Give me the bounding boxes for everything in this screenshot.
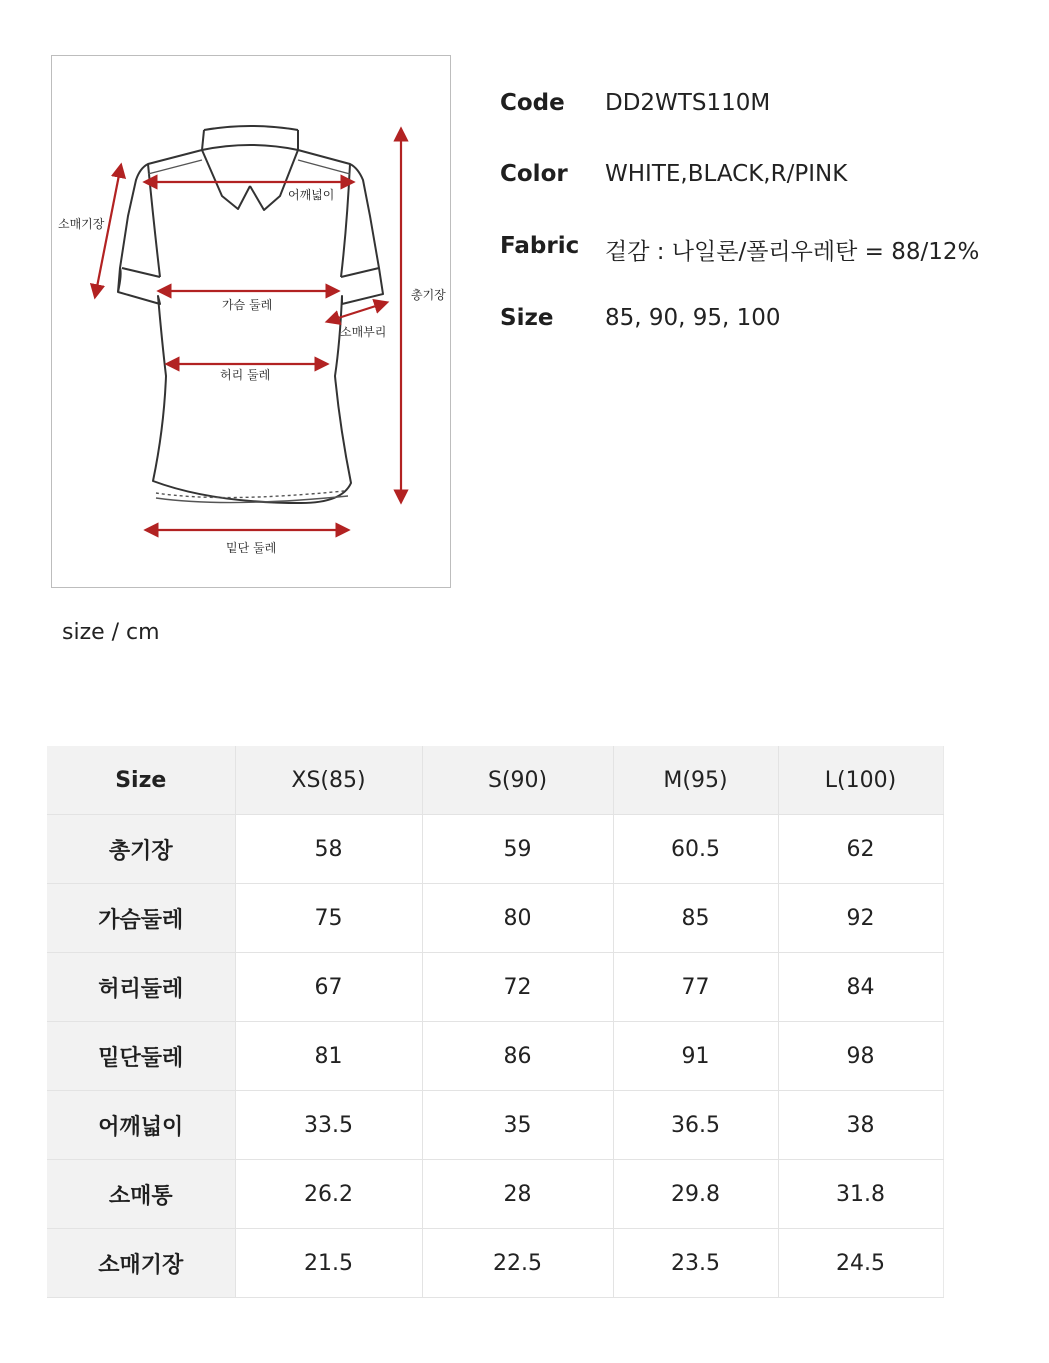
table-row bbox=[47, 953, 943, 1022]
table-cell: 80 bbox=[422, 884, 613, 953]
row-label: 소매기장 bbox=[47, 1229, 235, 1298]
table-cell: 85 bbox=[613, 884, 778, 953]
sleeve-length-label: 소매기장 bbox=[58, 217, 105, 231]
table-cell: 28 bbox=[422, 1160, 613, 1229]
table-cell: 31.8 bbox=[778, 1160, 943, 1229]
stitch-lines bbox=[148, 160, 350, 503]
measurement-diagram bbox=[51, 55, 451, 588]
hem-label: 밑단 둘레 bbox=[226, 541, 277, 555]
size-table bbox=[47, 746, 944, 1298]
header-cell: L(100) bbox=[778, 746, 943, 815]
table-cell: 36.5 bbox=[613, 1091, 778, 1160]
table-cell: 86 bbox=[422, 1022, 613, 1091]
chest-label: 가슴 둘레 bbox=[222, 298, 273, 312]
spec-value: DD2WTS110M bbox=[605, 90, 771, 116]
waist-label: 허리 둘레 bbox=[220, 368, 271, 382]
header-cell: XS(85) bbox=[235, 746, 422, 815]
total-length-label: 총기장 bbox=[411, 288, 446, 302]
table-header-row bbox=[47, 746, 943, 815]
spec-key: Fabric bbox=[500, 233, 580, 259]
sleeve-length-arrow bbox=[96, 170, 120, 292]
table-cell: 26.2 bbox=[235, 1160, 422, 1229]
table-cell: 75 bbox=[235, 884, 422, 953]
table-cell: 58 bbox=[235, 815, 422, 884]
table-row bbox=[47, 1160, 943, 1229]
table-cell: 21.5 bbox=[235, 1229, 422, 1298]
table-cell: 22.5 bbox=[422, 1229, 613, 1298]
header-cell: Size bbox=[47, 746, 235, 815]
table-cell: 84 bbox=[778, 953, 943, 1022]
table-row bbox=[47, 815, 943, 884]
table-cell: 24.5 bbox=[778, 1229, 943, 1298]
row-label: 소매통 bbox=[47, 1160, 235, 1229]
row-label: 허리둘레 bbox=[47, 953, 235, 1022]
table-cell: 92 bbox=[778, 884, 943, 953]
row-label: 어깨넓이 bbox=[47, 1091, 235, 1160]
shoulder-label: 어깨넓이 bbox=[288, 188, 335, 202]
garment-illustration bbox=[52, 56, 452, 589]
table-cell: 77 bbox=[613, 953, 778, 1022]
table-cell: 67 bbox=[235, 953, 422, 1022]
unit-note: size / cm bbox=[62, 620, 160, 645]
table-cell: 38 bbox=[778, 1091, 943, 1160]
table-cell: 59 bbox=[422, 815, 613, 884]
table-cell: 72 bbox=[422, 953, 613, 1022]
spec-key: Size bbox=[500, 305, 554, 331]
table-cell: 23.5 bbox=[613, 1229, 778, 1298]
spec-value: 겉감 : 나일론/폴리우레탄 = 88/12% bbox=[605, 239, 980, 265]
spec-key: Color bbox=[500, 161, 568, 187]
spec-value: 85, 90, 95, 100 bbox=[605, 305, 781, 331]
table-cell: 35 bbox=[422, 1091, 613, 1160]
header-cell: M(95) bbox=[613, 746, 778, 815]
cuff-arrow bbox=[332, 304, 382, 320]
table-cell: 33.5 bbox=[235, 1091, 422, 1160]
table-row bbox=[47, 1091, 943, 1160]
spec-value: WHITE,BLACK,R/PINK bbox=[605, 161, 848, 187]
table-cell: 60.5 bbox=[613, 815, 778, 884]
table-cell: 29.8 bbox=[613, 1160, 778, 1229]
table-cell: 62 bbox=[778, 815, 943, 884]
spec-key: Code bbox=[500, 90, 565, 116]
table-row bbox=[47, 1229, 943, 1298]
table-cell: 81 bbox=[235, 1022, 422, 1091]
cuff-label: 소매부리 bbox=[340, 325, 387, 339]
table-row bbox=[47, 884, 943, 953]
row-label: 밑단둘레 bbox=[47, 1022, 235, 1091]
table-cell: 91 bbox=[613, 1022, 778, 1091]
table-row bbox=[47, 1022, 943, 1091]
row-label: 총기장 bbox=[47, 815, 235, 884]
table-cell: 98 bbox=[778, 1022, 943, 1091]
row-label: 가슴둘레 bbox=[47, 884, 235, 953]
header-cell: S(90) bbox=[422, 746, 613, 815]
